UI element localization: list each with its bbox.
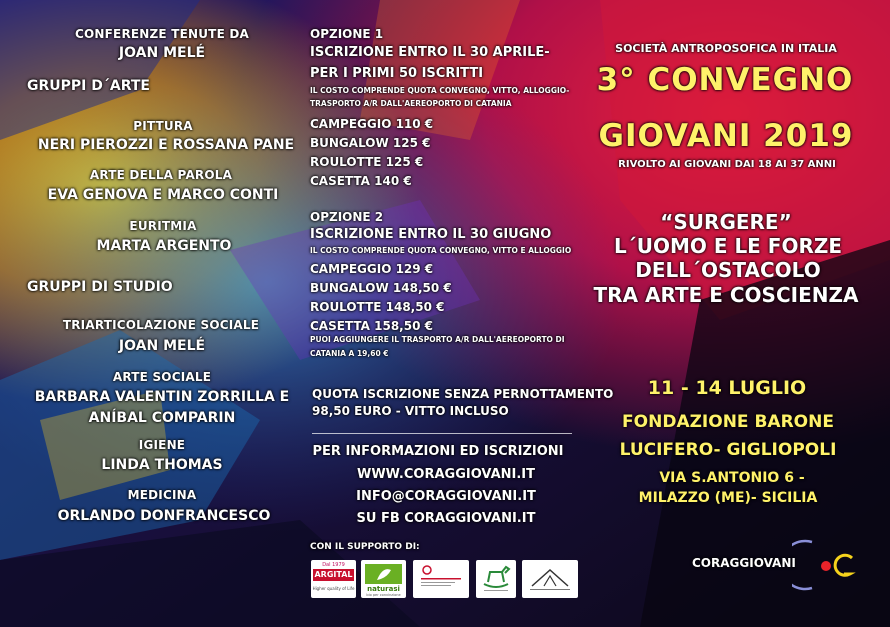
venue-line1: FONDAZIONE BARONE — [622, 412, 834, 432]
rocking-horse-logo — [476, 560, 516, 598]
no-stay-fee-line2: 98,50 EURO - VITTO INCLUSO — [312, 404, 509, 418]
option1-note1: IL COSTO COMPRENDE QUOTA CONVEGNO, VITTO, ALLOGGIO- — [310, 86, 570, 95]
conferences-speaker: JOAN MELÉ — [118, 45, 206, 61]
option1-first-50: PER I PRIMI 50 ISCRITTI — [310, 66, 484, 81]
brand-name: CORAGGIOVANI — [692, 556, 796, 570]
naturasi-subtitle: bio per convinzione — [366, 593, 401, 597]
anthroposophical-society-logo — [522, 560, 578, 598]
option1-deadline: ISCRIZIONE ENTRO IL 30 APRILE- — [310, 45, 550, 60]
figure-emblem-icon — [522, 560, 578, 598]
rocking-horse-icon — [476, 560, 516, 598]
hygiene-teacher: LINDA THOMAS — [101, 457, 223, 473]
word-art-teachers: EVA GENOVA E MARCO CONTI — [47, 187, 279, 203]
theme-line2: L´UOMO E LE FORZE — [613, 234, 843, 258]
painting-teachers: NERI PIEROZZI E ROSSANA PANE — [37, 137, 295, 153]
facebook-link[interactable]: SU FB CORAGGIOVANI.IT — [356, 511, 536, 526]
social-threefolding-speaker: JOAN MELÉ — [118, 338, 206, 354]
website-link[interactable]: WWW.CORAGGIOVANI.IT — [356, 467, 536, 482]
social-art-label: ARTE SOCIALE — [112, 370, 212, 384]
no-stay-fee-line1: QUOTA ISCRIZIONE SENZA PERNOTTAMENTO — [312, 387, 614, 401]
option1-note2: TRASPORTO A/R DALL'AEREOPORTO DI CATANIA — [310, 99, 512, 108]
option2-deadline: ISCRIZIONE ENTRO IL 30 GIUGNO — [310, 227, 552, 242]
naturasi-logo — [361, 560, 406, 598]
study-groups-heading: GRUPPI DI STUDIO — [27, 279, 173, 295]
venue-line2: LUCIFERO- GIGLIOPOLI — [619, 440, 837, 460]
word-art-label: ARTE DELLA PAROLA — [89, 168, 233, 182]
argital-logo — [311, 560, 356, 598]
medicine-speaker: ORLANDO DONFRANCESCO — [57, 508, 271, 524]
argital-tagline: Higher quality of Life — [312, 586, 355, 591]
event-title-line1: 3° CONVEGNO — [596, 62, 854, 98]
event-dates: 11 - 14 LUGLIO — [647, 377, 807, 399]
option2-price-camping: CAMPEGGIO 129 € — [310, 262, 434, 276]
option2-title: OPZIONE 2 — [310, 210, 384, 224]
waldorf-federation-logo — [413, 560, 469, 598]
painting-label: PITTURA — [133, 119, 193, 133]
option1-price-casetta: CASETTA 140 € — [310, 174, 412, 188]
option1-price-bungalow: BUNGALOW 125 € — [310, 136, 431, 150]
conferences-label: CONFERENZE TENUTE DA — [75, 27, 249, 41]
red-swirl-icon — [413, 560, 469, 598]
option1-price-roulotte: ROULOTTE 125 € — [310, 155, 424, 169]
target-age: RIVOLTO AI GIOVANI DAI 18 AI 37 ANNI — [618, 159, 836, 170]
social-art-teachers-line1: BARBARA VALENTIN ZORRILLA E — [34, 389, 290, 405]
theme-line4: TRA ARTE E COSCIENZA — [593, 283, 859, 307]
support-label: CON IL SUPPORTO DI: — [310, 542, 420, 552]
info-divider — [312, 433, 572, 434]
society-name: SOCIETÀ ANTROPOSOFICA IN ITALIA — [615, 42, 837, 55]
option2-price-roulotte: ROULOTTE 148,50 € — [310, 300, 445, 314]
eurythmy-label: EURITMIA — [129, 219, 197, 233]
address-line1: VIA S.ANTONIO 6 - — [659, 470, 805, 486]
coraggiovani-logo-icon — [792, 536, 862, 594]
option1-price-camping: CAMPEGGIO 110 € — [310, 117, 434, 131]
argital-top-text: Dal 1979 — [322, 562, 345, 568]
naturasi-wordmark: naturasi — [367, 585, 400, 593]
hygiene-label: IGIENE — [138, 438, 186, 452]
option2-price-bungalow: BUNGALOW 148,50 € — [310, 281, 452, 295]
medicine-label: MEDICINA — [127, 488, 197, 502]
address-line2: MILAZZO (ME)- SICILIA — [638, 490, 818, 506]
info-title: PER INFORMAZIONI ED ISCRIZIONI — [312, 444, 564, 459]
email-link[interactable]: INFO@CORAGGIOVANI.IT — [356, 489, 536, 504]
event-title-line2: GIOVANI 2019 — [598, 118, 854, 154]
option2-transport-price: CATANIA A 19,60 € — [310, 349, 389, 358]
option1-title: OPZIONE 1 — [310, 27, 384, 41]
eurythmy-teacher: MARTA ARGENTO — [96, 238, 232, 254]
option2-price-casetta: CASETTA 158,50 € — [310, 319, 433, 333]
theme-line3: DELL´OSTACOLO — [635, 258, 821, 282]
theme-line1: “SURGERE” — [660, 210, 792, 234]
social-threefolding-label: TRIARTICOLAZIONE SOCIALE — [62, 318, 260, 332]
option2-transport-note: PUOI AGGIUNGERE IL TRASPORTO A/R DALL'AEREOPORTO DI — [310, 335, 565, 344]
option2-note1: IL COSTO COMPRENDE QUOTA CONVEGNO, VITTO E ALLOGGIO — [310, 246, 572, 255]
argital-wordmark: ARGITAL — [314, 570, 353, 579]
art-groups-heading: GRUPPI D´ARTE — [27, 78, 150, 94]
social-art-teachers-line2: ANÍBAL COMPARIN — [88, 410, 236, 426]
